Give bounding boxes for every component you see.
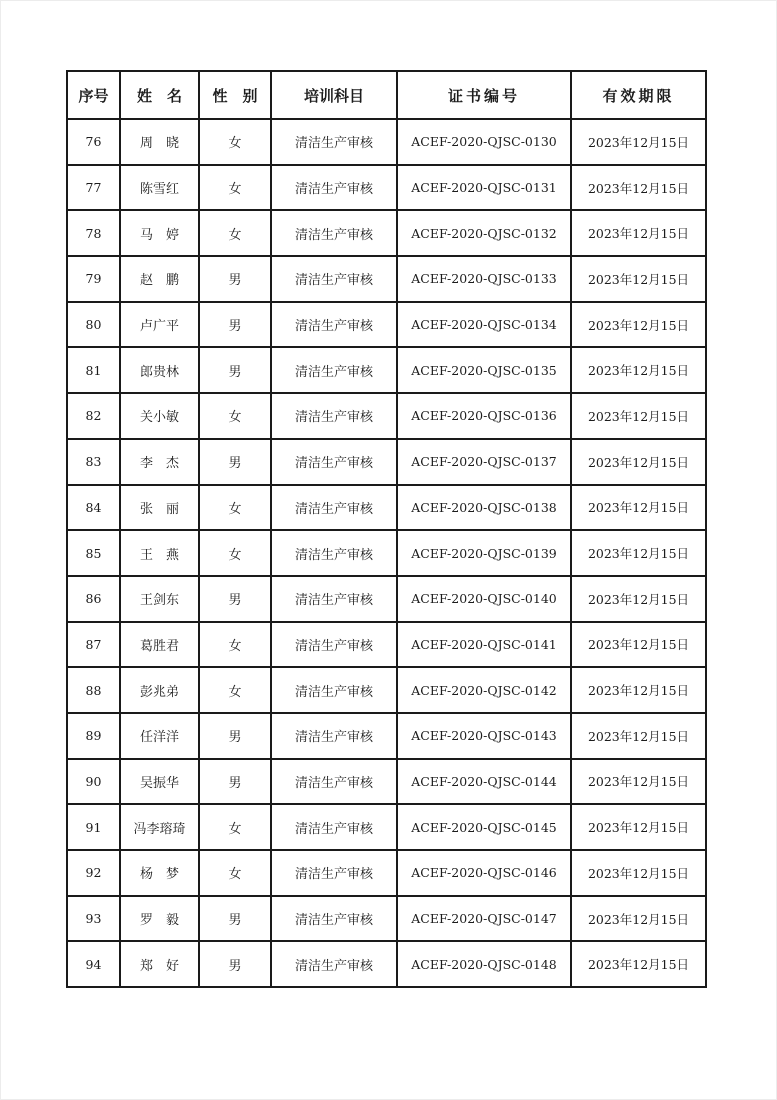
- header-row: [67, 71, 706, 119]
- name-cell: 周 晓: [120, 119, 199, 165]
- table-row: [67, 850, 706, 896]
- column-header-name: 姓 名: [120, 71, 199, 119]
- cert-number-cell: ACEF-2020-QJSC-0130: [397, 119, 571, 165]
- gender-cell: 女: [199, 485, 271, 531]
- validity-cell: 2023年12月15日: [571, 302, 706, 348]
- table-row: [67, 530, 706, 576]
- column-header-subject: 培训科目: [271, 71, 397, 119]
- serial-cell: 80: [67, 302, 120, 348]
- validity-cell: 2023年12月15日: [571, 896, 706, 942]
- column-header-cert-number: 证书编号: [397, 71, 571, 119]
- name-cell: 杨 梦: [120, 850, 199, 896]
- table-row: [67, 667, 706, 713]
- table-row: [67, 347, 706, 393]
- serial-cell: 84: [67, 485, 120, 531]
- subject-cell: 清洁生产审核: [271, 165, 397, 211]
- cert-number-cell: ACEF-2020-QJSC-0138: [397, 485, 571, 531]
- gender-cell: 女: [199, 667, 271, 713]
- serial-cell: 86: [67, 576, 120, 622]
- subject-cell: 清洁生产审核: [271, 850, 397, 896]
- validity-cell: 2023年12月15日: [571, 256, 706, 302]
- name-cell: 王剑东: [120, 576, 199, 622]
- table-row: [67, 393, 706, 439]
- gender-cell: 男: [199, 896, 271, 942]
- subject-cell: 清洁生产审核: [271, 256, 397, 302]
- serial-cell: 81: [67, 347, 120, 393]
- gender-cell: 女: [199, 119, 271, 165]
- gender-cell: 女: [199, 165, 271, 211]
- column-header-validity: 有效期限: [571, 71, 706, 119]
- subject-cell: 清洁生产审核: [271, 576, 397, 622]
- validity-cell: 2023年12月15日: [571, 850, 706, 896]
- serial-cell: 92: [67, 850, 120, 896]
- subject-cell: 清洁生产审核: [271, 347, 397, 393]
- subject-cell: 清洁生产审核: [271, 119, 397, 165]
- validity-cell: 2023年12月15日: [571, 530, 706, 576]
- table-row: [67, 759, 706, 805]
- table-row: [67, 804, 706, 850]
- gender-cell: 女: [199, 804, 271, 850]
- gender-cell: 女: [199, 530, 271, 576]
- validity-cell: 2023年12月15日: [571, 393, 706, 439]
- serial-cell: 78: [67, 210, 120, 256]
- serial-cell: 90: [67, 759, 120, 805]
- cert-number-cell: ACEF-2020-QJSC-0134: [397, 302, 571, 348]
- subject-cell: 清洁生产审核: [271, 896, 397, 942]
- gender-cell: 女: [199, 622, 271, 668]
- name-cell: 赵 鹏: [120, 256, 199, 302]
- serial-cell: 93: [67, 896, 120, 942]
- subject-cell: 清洁生产审核: [271, 485, 397, 531]
- subject-cell: 清洁生产审核: [271, 759, 397, 805]
- table-body: [67, 119, 706, 987]
- cert-number-cell: ACEF-2020-QJSC-0143: [397, 713, 571, 759]
- cert-number-cell: ACEF-2020-QJSC-0137: [397, 439, 571, 485]
- validity-cell: 2023年12月15日: [571, 622, 706, 668]
- subject-cell: 清洁生产审核: [271, 622, 397, 668]
- name-cell: 任洋洋: [120, 713, 199, 759]
- certificate-table: [66, 70, 707, 988]
- subject-cell: 清洁生产审核: [271, 302, 397, 348]
- cert-number-cell: ACEF-2020-QJSC-0141: [397, 622, 571, 668]
- name-cell: 郑 好: [120, 941, 199, 987]
- subject-cell: 清洁生产审核: [271, 439, 397, 485]
- gender-cell: 男: [199, 759, 271, 805]
- serial-cell: 87: [67, 622, 120, 668]
- subject-cell: 清洁生产审核: [271, 804, 397, 850]
- name-cell: 张 丽: [120, 485, 199, 531]
- table-row: [67, 576, 706, 622]
- cert-number-cell: ACEF-2020-QJSC-0142: [397, 667, 571, 713]
- name-cell: 葛胜君: [120, 622, 199, 668]
- table-row: [67, 165, 706, 211]
- subject-cell: 清洁生产审核: [271, 210, 397, 256]
- validity-cell: 2023年12月15日: [571, 347, 706, 393]
- gender-cell: 女: [199, 393, 271, 439]
- gender-cell: 男: [199, 941, 271, 987]
- table-row: [67, 119, 706, 165]
- gender-cell: 男: [199, 347, 271, 393]
- validity-cell: 2023年12月15日: [571, 667, 706, 713]
- cert-number-cell: ACEF-2020-QJSC-0135: [397, 347, 571, 393]
- validity-cell: 2023年12月15日: [571, 165, 706, 211]
- column-header-serial: 序号: [67, 71, 120, 119]
- cert-number-cell: ACEF-2020-QJSC-0147: [397, 896, 571, 942]
- subject-cell: 清洁生产审核: [271, 393, 397, 439]
- validity-cell: 2023年12月15日: [571, 210, 706, 256]
- name-cell: 罗 毅: [120, 896, 199, 942]
- cert-number-cell: ACEF-2020-QJSC-0146: [397, 850, 571, 896]
- serial-cell: 79: [67, 256, 120, 302]
- table-row: [67, 439, 706, 485]
- validity-cell: 2023年12月15日: [571, 759, 706, 805]
- serial-cell: 89: [67, 713, 120, 759]
- gender-cell: 女: [199, 210, 271, 256]
- serial-cell: 76: [67, 119, 120, 165]
- gender-cell: 女: [199, 850, 271, 896]
- gender-cell: 男: [199, 439, 271, 485]
- validity-cell: 2023年12月15日: [571, 485, 706, 531]
- name-cell: 王 燕: [120, 530, 199, 576]
- table-row: [67, 210, 706, 256]
- name-cell: 陈雪红: [120, 165, 199, 211]
- table-row: [67, 485, 706, 531]
- validity-cell: 2023年12月15日: [571, 804, 706, 850]
- cert-number-cell: ACEF-2020-QJSC-0144: [397, 759, 571, 805]
- validity-cell: 2023年12月15日: [571, 439, 706, 485]
- name-cell: 李 杰: [120, 439, 199, 485]
- table-header: [67, 71, 706, 119]
- cert-number-cell: ACEF-2020-QJSC-0145: [397, 804, 571, 850]
- gender-cell: 男: [199, 576, 271, 622]
- subject-cell: 清洁生产审核: [271, 941, 397, 987]
- table-row: [67, 941, 706, 987]
- subject-cell: 清洁生产审核: [271, 530, 397, 576]
- table-row: [67, 256, 706, 302]
- serial-cell: 85: [67, 530, 120, 576]
- table-row: [67, 896, 706, 942]
- name-cell: 郎贵林: [120, 347, 199, 393]
- serial-cell: 88: [67, 667, 120, 713]
- gender-cell: 男: [199, 302, 271, 348]
- name-cell: 马 婷: [120, 210, 199, 256]
- table-row: [67, 302, 706, 348]
- cert-number-cell: ACEF-2020-QJSC-0139: [397, 530, 571, 576]
- name-cell: 冯李瑢琦: [120, 804, 199, 850]
- serial-cell: 94: [67, 941, 120, 987]
- gender-cell: 男: [199, 713, 271, 759]
- cert-number-cell: ACEF-2020-QJSC-0140: [397, 576, 571, 622]
- gender-cell: 男: [199, 256, 271, 302]
- validity-cell: 2023年12月15日: [571, 119, 706, 165]
- subject-cell: 清洁生产审核: [271, 667, 397, 713]
- serial-cell: 83: [67, 439, 120, 485]
- serial-cell: 82: [67, 393, 120, 439]
- name-cell: 彭兆弟: [120, 667, 199, 713]
- validity-cell: 2023年12月15日: [571, 713, 706, 759]
- name-cell: 吴振华: [120, 759, 199, 805]
- cert-number-cell: ACEF-2020-QJSC-0136: [397, 393, 571, 439]
- serial-cell: 77: [67, 165, 120, 211]
- cert-number-cell: ACEF-2020-QJSC-0132: [397, 210, 571, 256]
- serial-cell: 91: [67, 804, 120, 850]
- name-cell: 卢广平: [120, 302, 199, 348]
- table-row: [67, 622, 706, 668]
- cert-number-cell: ACEF-2020-QJSC-0133: [397, 256, 571, 302]
- validity-cell: 2023年12月15日: [571, 941, 706, 987]
- cert-number-cell: ACEF-2020-QJSC-0148: [397, 941, 571, 987]
- table-row: [67, 713, 706, 759]
- column-header-gender: 性 别: [199, 71, 271, 119]
- validity-cell: 2023年12月15日: [571, 576, 706, 622]
- cert-number-cell: ACEF-2020-QJSC-0131: [397, 165, 571, 211]
- subject-cell: 清洁生产审核: [271, 713, 397, 759]
- name-cell: 关小敏: [120, 393, 199, 439]
